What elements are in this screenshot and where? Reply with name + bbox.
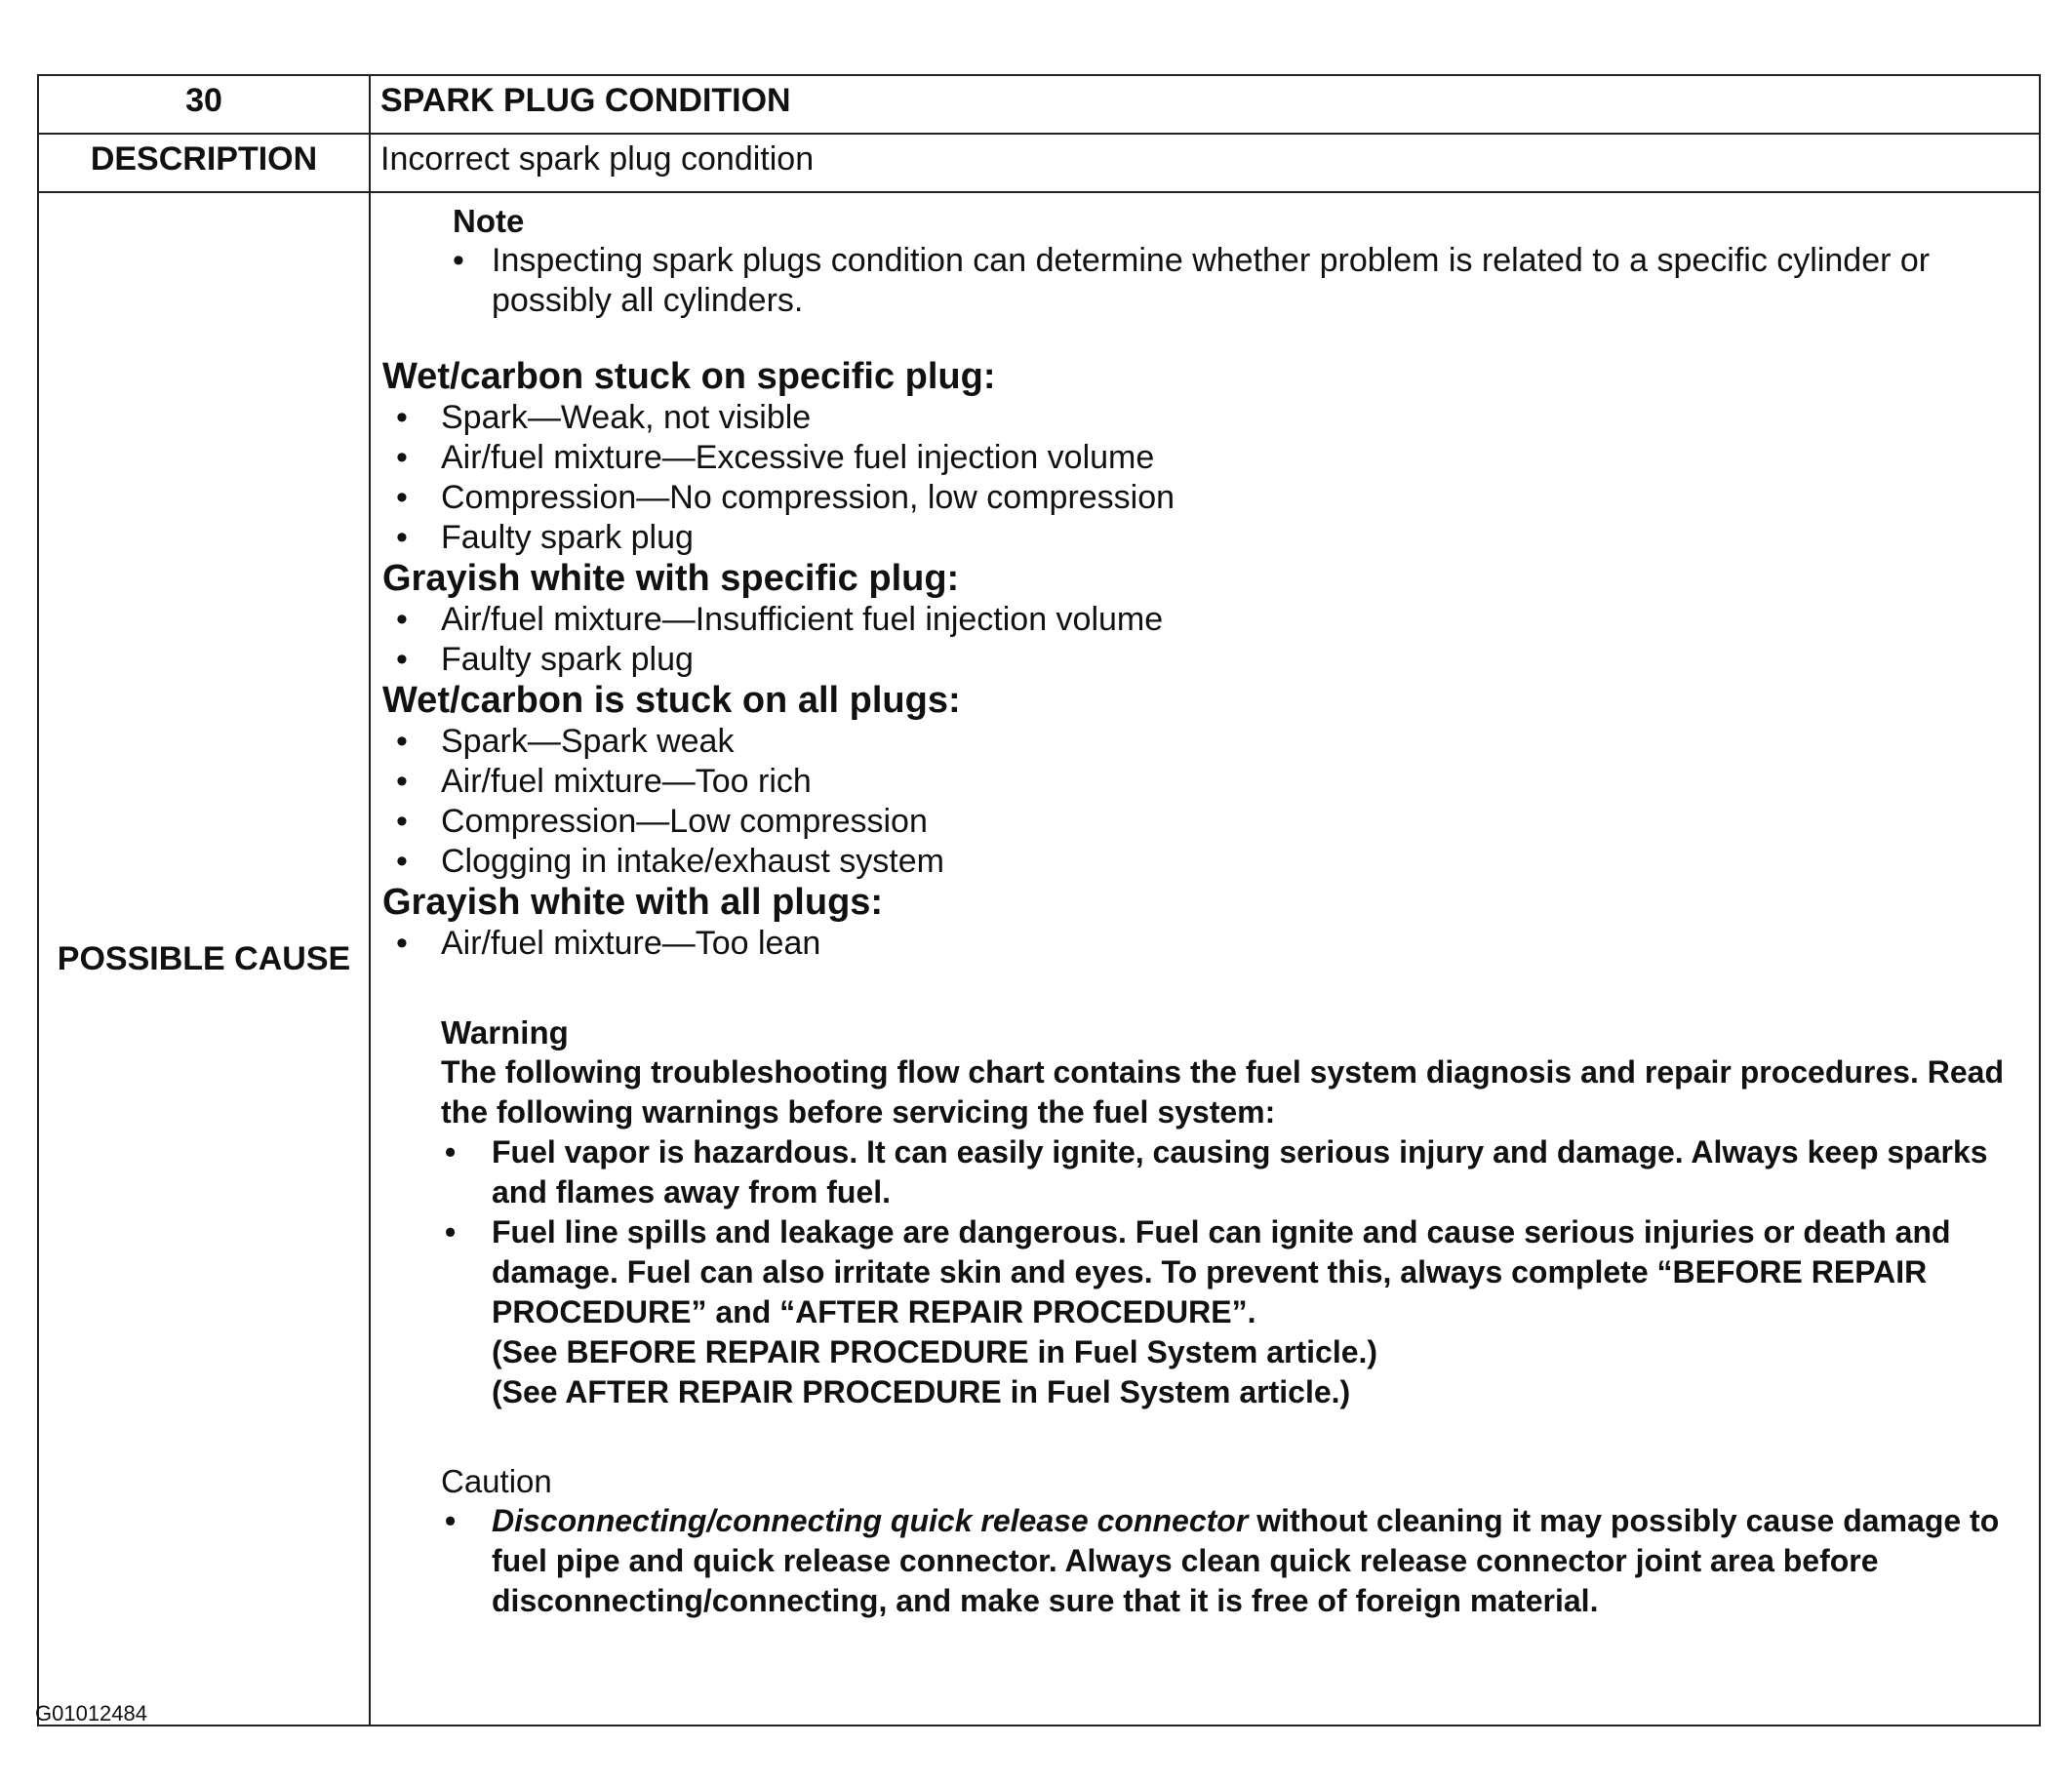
caution-list: [382, 1501, 2031, 1621]
list-item: • Air/fuel mixture—Too lean: [382, 924, 2031, 964]
section-heading-wet-all: Wet/carbon is stuck on all plugs:: [382, 680, 961, 721]
possible-cause-row: [38, 192, 2040, 1726]
description-row: [38, 134, 2040, 192]
warning-list: [382, 1132, 2031, 1412]
section-list-wet-specific: [382, 398, 2031, 558]
warning-item-text: Fuel line spills and leakage are dangerous. Fuel can ignite and cause serious injuries or death and damage. Fuel can also irritate skin and eyes. To prevent this, always complete “BEFORE REPAIR PROCEDURE” and “AFTER REPAIR PROCEDURE”.: [492, 1214, 1951, 1329]
list-item: • Compression—Low compression: [382, 802, 2031, 842]
list-item: • Air/fuel mixture—Insufficient fuel injection volume: [382, 600, 2031, 640]
note-title: Note: [453, 203, 525, 239]
caution-title: Caution: [441, 1463, 552, 1499]
note-item: • Inspecting spark plugs condition can determine whether problem is related to a specific cylinder or possibly all cylinders.: [382, 241, 2031, 321]
section-heading-gray-all: Grayish white with all plugs:: [382, 882, 884, 923]
section-list-wet-all: [382, 722, 2031, 882]
warning-ref-after: (See AFTER REPAIR PROCEDURE in Fuel System article.): [492, 1374, 1351, 1409]
warning-ref-before: (See BEFORE REPAIR PROCEDURE in Fuel System article.): [492, 1334, 1378, 1369]
caution-item-italic: Disconnecting/connecting quick release connector: [492, 1503, 1249, 1538]
note-list: [382, 241, 2031, 321]
section-list-gray-specific: [382, 600, 2031, 680]
warning-item-with-refs: [382, 1212, 2031, 1412]
warning-item: • Fuel vapor is hazardous. It can easily ignite, causing serious injury and damage. Always keep sparks and flames away from fuel.: [382, 1132, 2031, 1212]
possible-cause-label: POSSIBLE CAUSE: [38, 192, 370, 1726]
section-heading-gray-specific: Grayish white with specific plug:: [382, 558, 960, 599]
list-item: • Faulty spark plug: [382, 640, 2031, 680]
list-item: • Spark—Spark weak: [382, 722, 2031, 762]
list-item: • Faulty spark plug: [382, 518, 2031, 558]
list-item: • Air/fuel mixture—Excessive fuel injection volume: [382, 438, 2031, 478]
description-value: Incorrect spark plug condition: [370, 134, 2040, 192]
list-item: • Clogging in intake/exhaust system: [382, 842, 2031, 882]
table-title-row: [38, 75, 2040, 134]
caution-item: [382, 1501, 2031, 1621]
figure-id: G01012484: [35, 1701, 147, 1726]
section-list-gray-all: [382, 924, 2031, 964]
caution-item-rest: without cleaning it may possibly cause damage to fuel pipe and quick release connector. Always clean quick release connector joint area before disconnecting/connecting, and make sure that it is free of foreign material.: [492, 1503, 2000, 1618]
list-item: • Spark—Weak, not visible: [382, 398, 2031, 438]
step-number: 30: [38, 75, 370, 134]
list-item: • Air/fuel mixture—Too rich: [382, 762, 2031, 802]
step-title: SPARK PLUG CONDITION: [370, 75, 2040, 134]
warning-intro: The following troubleshooting flow chart contains the fuel system diagnosis and repair procedures. Read the following warnings before servicing the fuel system:: [441, 1054, 2004, 1130]
diagnosis-table: [37, 74, 2041, 1726]
warning-title: Warning: [441, 1014, 569, 1051]
list-item: • Compression—No compression, low compression: [382, 478, 2031, 518]
possible-cause-content: [370, 192, 2040, 1726]
section-heading-wet-specific: Wet/carbon stuck on specific plug:: [382, 356, 996, 397]
description-label: DESCRIPTION: [38, 134, 370, 192]
